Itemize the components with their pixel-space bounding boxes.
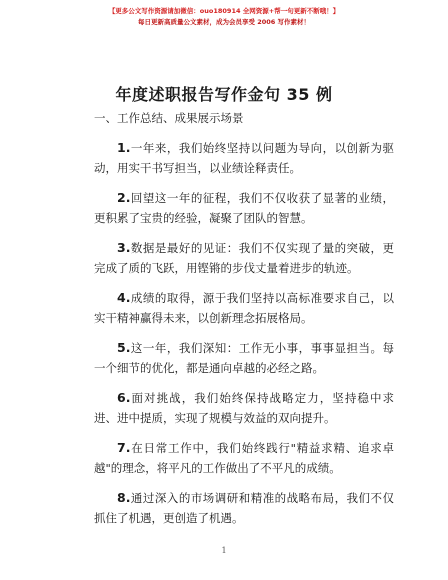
item-text: 一年来，我们始终坚持以问题为导向，以创新为驱动，用实干书写担当，以业绩诠释责任。 bbox=[94, 141, 394, 175]
item-number: 6. bbox=[117, 390, 131, 405]
item-number: 3. bbox=[117, 240, 131, 255]
item-text: 这一年，我们深知：工作无小事，事事显担当。每一个细节的优化，都是通向卓越的必经之路。 bbox=[94, 341, 394, 375]
item-number: 7. bbox=[117, 440, 131, 455]
document-title: 年度述职报告写作金句 35 例 bbox=[115, 85, 333, 104]
paragraph-item bbox=[94, 438, 394, 478]
paragraph-item bbox=[94, 488, 394, 528]
paragraph-item bbox=[94, 338, 394, 378]
header-banner bbox=[0, 6, 448, 28]
item-text: 在日常工作中，我们始终践行"精益求精、追求卓越"的理念，将平凡的工作做出了不平凡的成绩。 bbox=[94, 441, 394, 475]
banner-line-1: 【更多公文写作资源请加微信：ouo180914 全网资源+帮一句更新不断哦！】 bbox=[108, 7, 340, 15]
paragraph-item bbox=[94, 388, 394, 428]
paragraph-item bbox=[94, 188, 394, 228]
item-number: 5. bbox=[117, 340, 131, 355]
item-text: 面对挑战，我们始终保持战略定力，坚持稳中求进、进中提质，实现了规模与效益的双向提升。 bbox=[94, 391, 394, 425]
paragraph-item bbox=[94, 288, 394, 328]
item-number: 8. bbox=[117, 490, 131, 505]
page-number: 1 bbox=[221, 546, 227, 555]
banner-line-2: 每日更新高质量公文素材，成为会员享受 2006 写作素材！ bbox=[137, 18, 311, 26]
paragraph-item bbox=[94, 238, 394, 278]
item-text: 成绩的取得，源于我们坚持以高标准要求自己，以实干精神赢得未来，以创新理念拓展格局。 bbox=[94, 291, 394, 325]
paragraph-item bbox=[94, 138, 394, 178]
item-number: 1. bbox=[117, 140, 131, 155]
item-number: 4. bbox=[117, 290, 131, 305]
item-text: 回望这一年的征程，我们不仅收获了显著的业绩，更积累了宝贵的经验，凝聚了团队的智慧。 bbox=[94, 191, 394, 225]
item-text: 数据是最好的见证：我们不仅实现了量的突破，更完成了质的飞跃，用铿锵的步伐丈量着进步的轨迹。 bbox=[94, 241, 394, 275]
item-text: 通过深入的市场调研和精准的战略布局，我们不仅抓住了机遇，更创造了机遇。 bbox=[94, 491, 394, 525]
item-number: 2. bbox=[117, 190, 131, 205]
section-heading: 一、工作总结、成果展示场景 bbox=[94, 111, 244, 125]
paragraph-list bbox=[94, 138, 394, 538]
